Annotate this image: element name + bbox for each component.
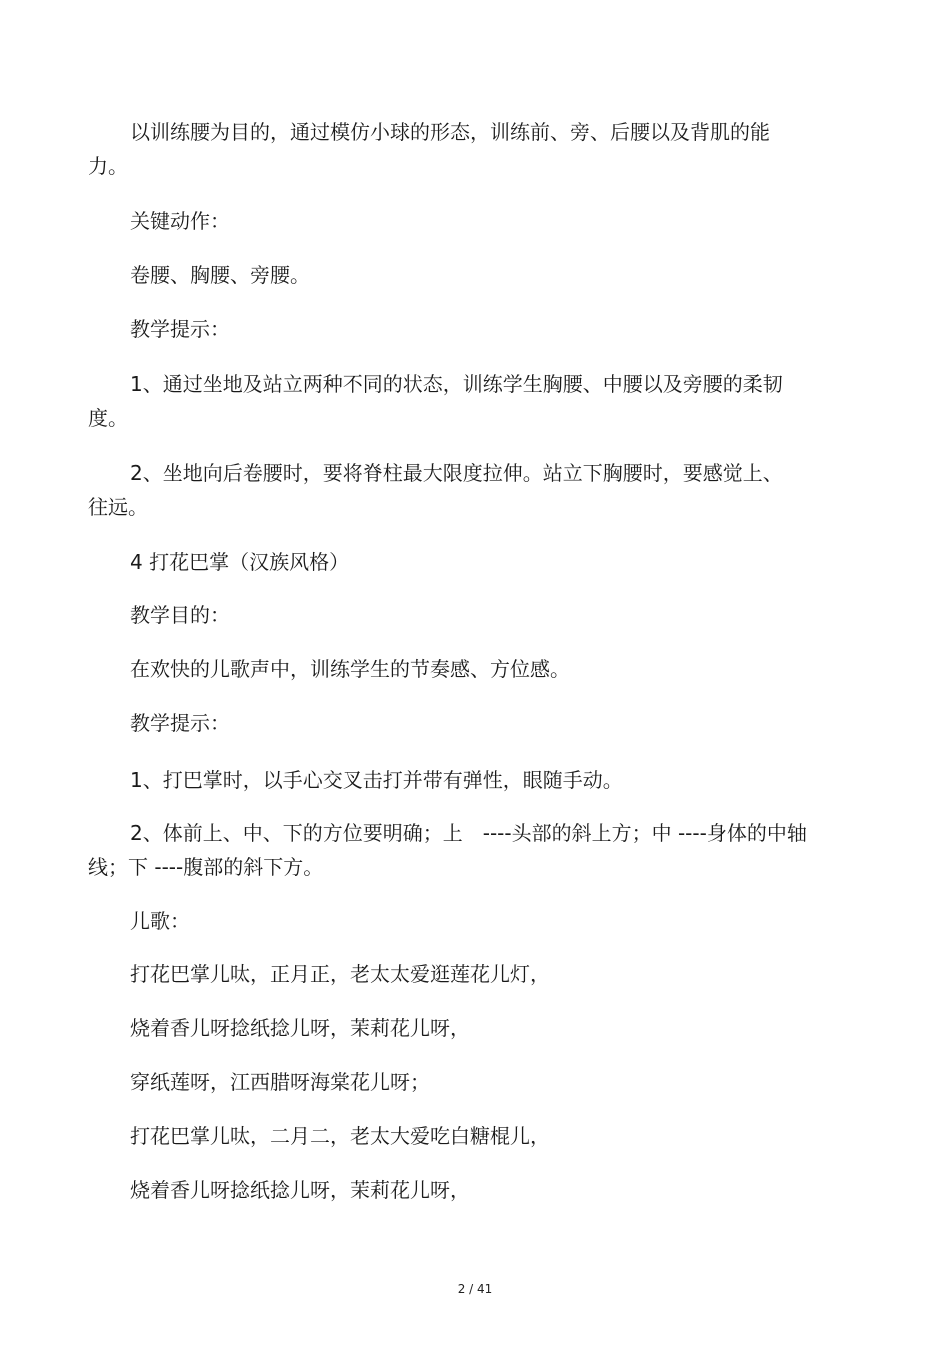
section-heading xyxy=(88,545,848,579)
paragraph-6-line-1: 2、坐地向后卷腰时，要将脊柱最大限度拉伸。站立下胸腰时，要感觉上、 xyxy=(130,461,783,485)
song-line-5 xyxy=(88,1173,848,1207)
paragraph-2 xyxy=(88,204,848,238)
paragraph-4-line-1: 教学提示： xyxy=(130,317,230,341)
paragraph-4 xyxy=(88,312,848,346)
paragraph-11-line-1: 1、打巴掌时，以手心交叉击打并带有弹性，眼随手动。 xyxy=(130,768,623,792)
paragraph-6-line-2: 往远。 xyxy=(88,495,148,519)
paragraph-10 xyxy=(88,706,848,740)
paragraph-12-line-1: 2、体前上、中、下的方位要明确；上 ----头部的斜上方；中 ----身体的中轴 xyxy=(130,821,807,845)
paragraph-9-line-1: 在欢快的儿歌声中，训练学生的节奏感、方位感。 xyxy=(130,657,570,681)
paragraph-13-line-1: 儿歌： xyxy=(130,909,190,933)
song-line-1-text: 打花巴掌儿呔，正月正，老太太爱逛莲花儿灯， xyxy=(130,962,550,986)
paragraph-8 xyxy=(88,598,848,632)
paragraph-3 xyxy=(88,258,848,292)
paragraph-11 xyxy=(88,763,848,797)
song-line-1 xyxy=(88,957,848,991)
paragraph-8-line-1: 教学目的： xyxy=(130,603,230,627)
paragraph-12 xyxy=(88,816,848,884)
song-line-3-text: 穿纸莲呀，江西腊呀海棠花儿呀； xyxy=(130,1070,430,1094)
song-line-3 xyxy=(88,1065,848,1099)
paragraph-2-line-1: 关键动作： xyxy=(130,209,230,233)
paragraph-10-line-1: 教学提示： xyxy=(130,711,230,735)
paragraph-1-line-1: 以训练腰为目的，通过模仿小球的形态，训练前、旁、后腰以及背肌的能 xyxy=(130,120,770,144)
song-line-4-text: 打花巴掌儿呔，二月二，老太大爱吃白糖棍儿， xyxy=(130,1124,550,1148)
paragraph-5-line-2: 度。 xyxy=(88,406,128,430)
paragraph-13 xyxy=(88,904,848,938)
paragraph-5 xyxy=(88,367,848,435)
paragraph-5-line-1: 1、通过坐地及站立两种不同的状态，训练学生胸腰、中腰以及旁腰的柔韧 xyxy=(130,372,783,396)
paragraph-1 xyxy=(88,115,848,183)
paragraph-6 xyxy=(88,456,848,524)
song-line-5-text: 烧着香儿呀捻纸捻儿呀，茉莉花儿呀， xyxy=(130,1178,470,1202)
section-heading-text: 4 打花巴掌（汉族风格） xyxy=(130,550,350,574)
paragraph-9 xyxy=(88,652,848,686)
page-number: 2 / 41 xyxy=(457,1282,493,1296)
song-line-2-text: 烧着香儿呀捻纸捻儿呀，茉莉花儿呀， xyxy=(130,1016,470,1040)
paragraph-3-line-1: 卷腰、胸腰、旁腰。 xyxy=(130,263,310,287)
song-line-2 xyxy=(88,1011,848,1045)
song-line-4 xyxy=(88,1119,848,1153)
paragraph-1-line-2: 力。 xyxy=(88,154,128,178)
paragraph-12-line-2: 线；下 ----腹部的斜下方。 xyxy=(88,855,324,879)
